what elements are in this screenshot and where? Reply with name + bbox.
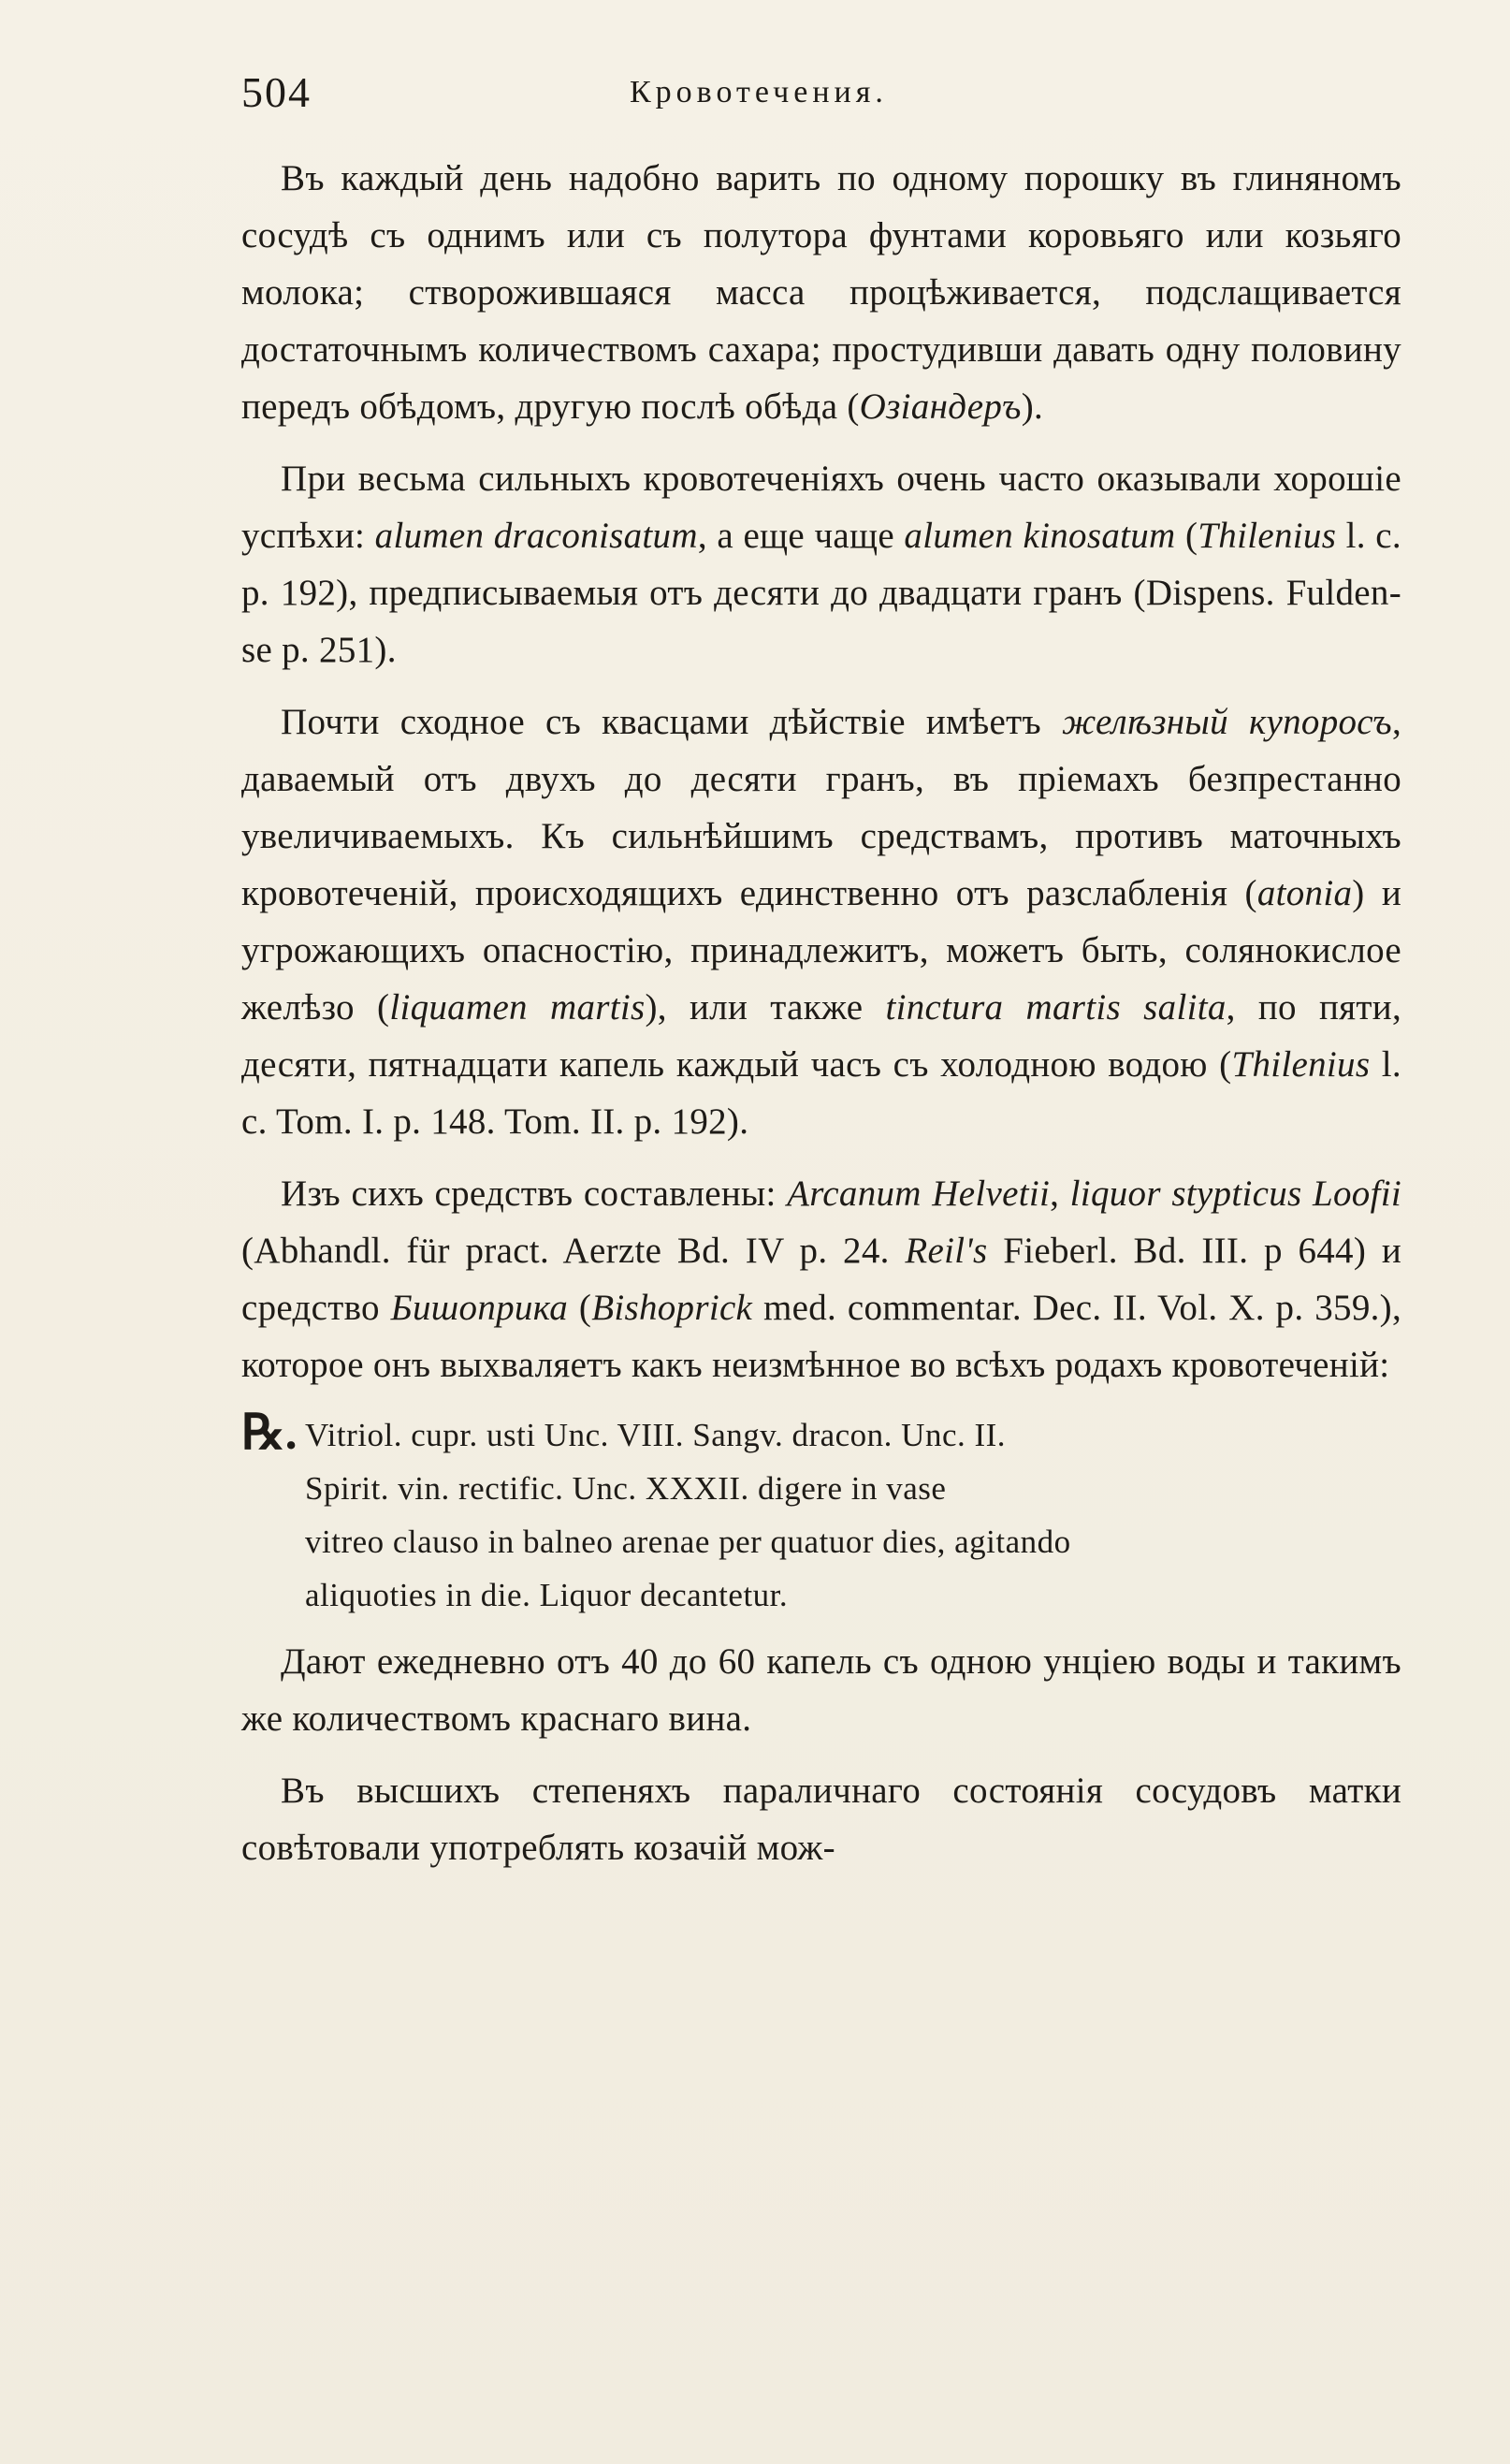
paragraph-2: При весьма сильныхъ кровотеченіяхъ очень часто оказывали хорошіе успѣхи: alumen draconisatum, а еще чаще alumen kinosatum (Thilenius l. c. p. 192), предписываемыя отъ десяти до двадцати гранъ (Dispens. Fulden-se p. 251). [241,459,1401,670]
body-text [241,150,1401,1891]
paragraph-5: Дают ежедневно отъ 40 до 60 капель съ одною унціею воды и такимъ же количествомъ краснаго вина. [241,1641,1401,1739]
recipe-block [241,1408,1401,1622]
running-head [241,67,1398,133]
recipe-line: vitreo clauso in balneo arenae per quatuor dies, agitando [305,1524,1071,1560]
running-title: Кровотечения. [630,75,888,109]
paragraph-4: Изъ сихъ средствъ составлены: Arcanum Helvetii, liquor stypticus Loofii (Abhandl. für pract. Aerzte Bd. IV p. 24. Reil's Fieberl. Bd. III. p 644) и средство Бишоприка (Bishoprick med. commentar. Dec. II. Vol. X. p. 359.), которое онъ выхваляетъ какъ неизмѣнное во всѣхъ родахъ кровотеченій: [241,1174,1402,1385]
recipe-symbol: ℞. [241,1407,298,1460]
recipe-line: Spirit. vin. rectific. Unc. XXXII. digere in vase [305,1470,947,1507]
page-number: 504 [241,68,312,116]
paragraph-6: Въ высшихъ степеняхъ параличнаго состоянія сосудовъ матки совѣтовали употреблять козачій мож- [241,1771,1401,1868]
recipe-line: aliquoties in die. Liquor decantetur. [305,1577,789,1613]
paragraph-3: Почти сходное съ квасцами дѣйствіе имѣетъ желѣзный купоросъ, даваемый отъ двухъ до десяти гранъ, въ пріемахъ безпрестанно увеличиваемыхъ. Къ сильнѣйшимъ средствамъ, противъ маточныхъ кровотеченій, происходящихъ единственно отъ разслабленія (atonia) и угрожающихъ опасностію, принадлежитъ, можетъ быть, солянокислое желѣзо (liquamen martis), или также tinctura martis salita, по пяти, десяти, пятнадцати капель каждый часъ съ холодною водою (Thilenius l. c. Tom. I. p. 148. Tom. II. p. 192). [241,702,1401,1142]
paragraph-1: Въ каждый день надобно варить по одному порошку въ глиняномъ сосудѣ съ однимъ или съ полутора фунтами коровьяго или козьяго молока; створожившаяся масса процѣживается, подслащивается достаточнымъ количествомъ сахара; простудивши давать одну половину передъ обѣдомъ, другую послѣ обѣда (Озіандеръ). [241,158,1401,427]
recipe-line: Vitriol. cupr. usti Unc. VIII. Sangv. dracon. Unc. II. [305,1417,1007,1453]
